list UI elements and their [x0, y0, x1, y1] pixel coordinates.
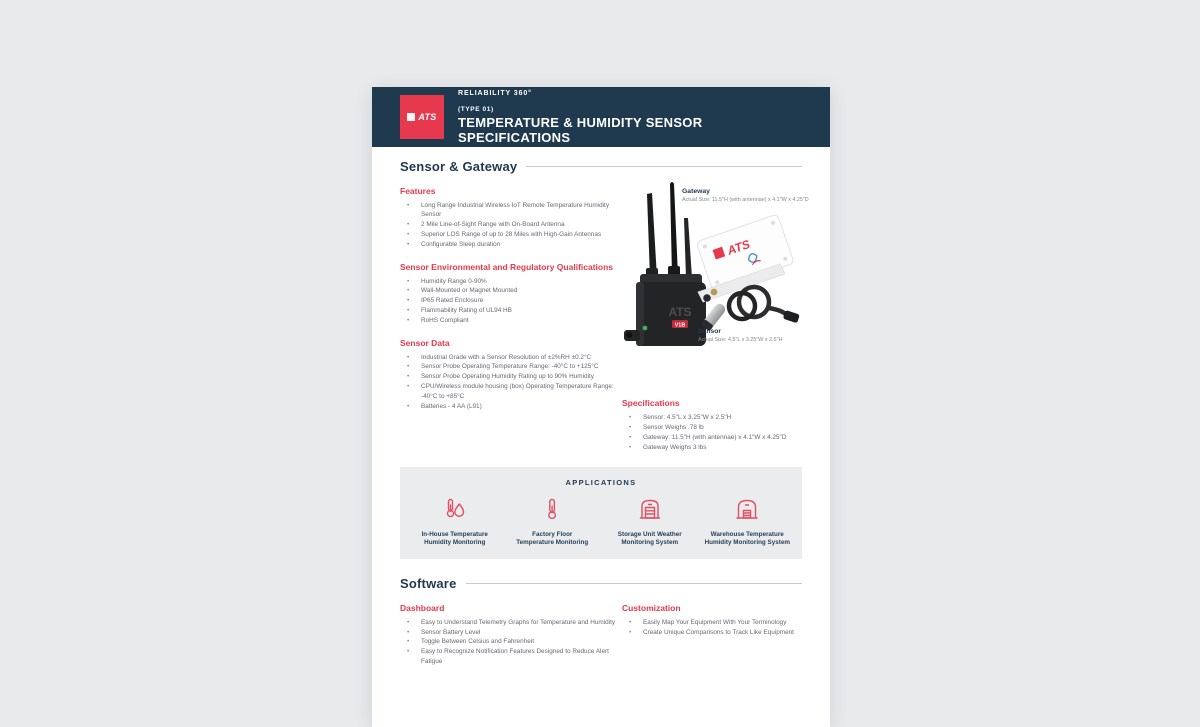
- list-item: • Superior LOS Range of up to 28 Miles with High-Gain Antennas: [400, 230, 622, 239]
- list-item: • Configurable Sleep duration: [400, 240, 622, 249]
- dashboard-list: [400, 618, 622, 667]
- ats-logo: [400, 95, 444, 139]
- application-item: [406, 497, 504, 547]
- gateway-figure-label: [682, 188, 809, 203]
- sensor-data-title: Sensor Data: [400, 337, 450, 348]
- heading-rule: [466, 583, 802, 584]
- storage-unit-icon: [638, 497, 662, 521]
- applications-band: [400, 467, 802, 559]
- gateway-label-size: Actual Size: 11.5"H (with antennae) x 4.1"W x 4.25"D: [682, 196, 809, 203]
- list-item: • Long Range Industrial Wireless IoT Remote Temperature Humidity Sensor: [400, 201, 622, 220]
- droplet-thermometer-icon: [443, 497, 467, 521]
- list-item: • Gateway: 11.5"H (with antennae) x 4.1"W x 4.25"D: [622, 433, 802, 442]
- document-page: [372, 87, 830, 727]
- list-item: • IP65 Rated Enclosure: [400, 296, 622, 305]
- specifications-title: Specifications: [622, 398, 680, 408]
- application-item: [699, 497, 797, 547]
- application-label: [406, 531, 504, 547]
- document-body: [372, 159, 830, 697]
- list-item: • Wall-Mounted or Magnet Mounted: [400, 286, 622, 295]
- application-label-line: In-House Temperature: [421, 530, 488, 538]
- customization-title: Customization: [622, 602, 681, 613]
- product-photo: [622, 180, 809, 386]
- applications-row: [406, 497, 796, 547]
- environmental-list: [400, 277, 622, 326]
- application-item: [504, 497, 602, 547]
- features-list: [400, 201, 622, 250]
- list-item: • Sensor: 4.5"L x 3.25"W x 2.5"H: [622, 413, 802, 422]
- product-illustration: [622, 180, 806, 386]
- list-item: • Easy to Understand Telemetry Graphs for Temperature and Humidity: [400, 618, 622, 627]
- application-label-line: Temperature Monitoring: [516, 538, 589, 546]
- page-bottom-space: [400, 667, 802, 697]
- type-line: (TYPE 01): [458, 105, 494, 113]
- svg-text:ATS: ATS: [725, 237, 752, 258]
- application-label-line: Humidity Monitoring: [424, 538, 486, 546]
- sensor-gateway-text-column: [400, 174, 622, 453]
- environmental-title: Sensor Environmental and Regulatory Qualifications: [400, 261, 614, 272]
- document-header: [372, 87, 830, 147]
- sensor-gateway-columns: [400, 174, 809, 453]
- list-item: • Create Unique Comparisons to Track Like Equipment: [622, 628, 802, 637]
- list-item: • Gateway Weighs 3 lbs: [622, 443, 802, 452]
- svg-text:ATS: ATS: [668, 305, 692, 319]
- application-label-line: Warehouse Temperature: [710, 530, 784, 538]
- list-item: • Sensor Battery Level: [400, 628, 622, 637]
- black-sensor-device: [624, 182, 706, 346]
- customization-column: [622, 591, 802, 667]
- list-item: • Industrial Grade with a Sensor Resolution of ±2%RH ±0.2°C: [400, 353, 622, 362]
- section-sensor-gateway: [400, 159, 809, 453]
- svg-text:V1B: V1B: [674, 322, 686, 329]
- gateway-label-name: Gateway: [682, 188, 710, 195]
- sensor-label-size: Actual Size: 4.5"L x 3.25"W x 2.5"H: [698, 336, 783, 343]
- applications-title: APPLICATIONS: [565, 477, 637, 487]
- list-item: • Easy to Recognize Notification Features Designed to Reduce Alert Fatigue: [400, 647, 622, 666]
- section-title: Sensor & Gateway: [400, 159, 518, 174]
- sensor-gateway-figure-column: [622, 174, 809, 453]
- header-text-block: [458, 90, 802, 145]
- sensor-figure-label: [698, 328, 782, 343]
- application-label-line: Humidity Monitoring System: [704, 538, 790, 546]
- list-item: • Toggle Between Celsius and Fahrenheit: [400, 637, 622, 646]
- list-item: • Batteries - 4 AA (L91): [400, 402, 622, 411]
- list-item: • Humidity Range 0-90%: [400, 277, 622, 286]
- list-item: • Sensor Weighs .78 lb: [622, 423, 802, 432]
- application-label: [601, 531, 699, 547]
- customization-list: [622, 618, 802, 637]
- list-item: • CPU/Wireless module housing (box) Operating Temperature Range: -40°C to +85°C: [400, 382, 622, 401]
- application-label-line: Factory Floor: [532, 530, 573, 538]
- features-title: Features: [400, 186, 436, 196]
- section-title: Software: [400, 575, 457, 591]
- application-label: [699, 531, 797, 547]
- thermometer-icon: [540, 497, 564, 521]
- document-title: TEMPERATURE & HUMIDITY SENSOR SPECIFICATIONS: [458, 114, 703, 145]
- brand-line: RELIABILITY 360°: [458, 89, 532, 97]
- dashboard-column: [400, 591, 622, 667]
- application-label: [504, 531, 602, 547]
- dashboard-title: Dashboard: [400, 602, 445, 613]
- heading-rule: [526, 166, 802, 167]
- warehouse-icon: [735, 497, 759, 521]
- ats-logo-text: ATS: [418, 112, 437, 122]
- application-label-line: Monitoring System: [621, 538, 679, 546]
- list-item: • Flammability Rating of UL94 HB: [400, 306, 622, 315]
- application-label-line: Storage Unit Weather: [617, 530, 682, 538]
- list-item: • Sensor Probe Operating Temperature Range: -40°C to +125°C: [400, 362, 622, 371]
- list-item: • Sensor Probe Operating Humidity Rating up to 90% Humidity: [400, 372, 622, 381]
- specifications-list: [622, 413, 802, 452]
- section-software: [400, 576, 802, 697]
- software-columns: [400, 591, 802, 667]
- sensor-gateway-heading: [400, 159, 802, 174]
- sensor-data-list: [400, 353, 622, 411]
- list-item: • 2 Mile Line-of-Sight Range with On-Board Antenna: [400, 220, 622, 229]
- application-item: [601, 497, 699, 547]
- list-item: • Easily Map Your Equipment With Your Terminology: [622, 618, 802, 627]
- list-item: • RoHS Compliant: [400, 316, 622, 325]
- ats-logo-square-icon: [407, 113, 415, 121]
- sensor-label-name: Sensor: [698, 328, 722, 335]
- software-heading: [400, 576, 802, 591]
